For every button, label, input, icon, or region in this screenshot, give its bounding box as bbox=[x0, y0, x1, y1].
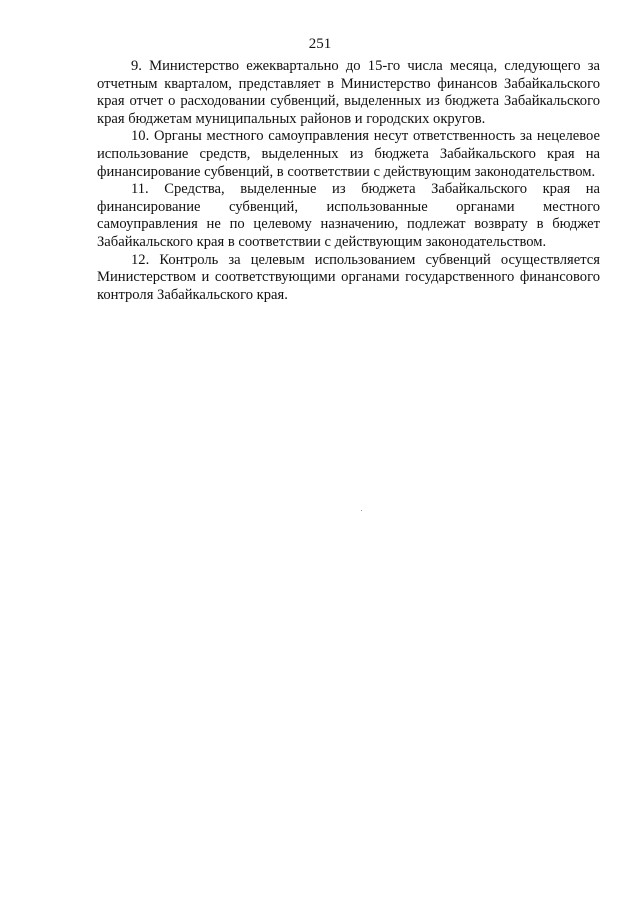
scan-speck bbox=[361, 510, 362, 511]
paragraph-10: 10. Органы местного самоуправления несут ответственность за нецелевое использование средств, выделенных из бюджета Забайкальского края на финансирование субвенций, в соответствии с действующим законодательством. bbox=[97, 128, 600, 180]
paragraph-11: 11. Средства, выделенные из бюджета Забайкальского края на финансирование субвенций, использованные органами местного самоуправления не по целевому назначению, подлежат возврату в бюджет Забайкальского края в соответствии с действующим законодательством. bbox=[97, 181, 600, 250]
document-body bbox=[97, 58, 600, 304]
paragraph-12: 12. Контроль за целевым использованием субвенций осуществляется Министерством и соответствующими органами государственного финансового контроля Забайкальского края. bbox=[97, 251, 600, 303]
paragraph-9: 9. Министерство ежеквартально до 15-го числа месяца, следующего за отчетным кварталом, представляет в Министерство финансов Забайкальского края отчет о расходовании субвенций, выделенных из бюджета Забайкальского края бюджетам муниципальных районов и городских округов. bbox=[97, 58, 600, 127]
page-number: 251 bbox=[308, 36, 332, 52]
